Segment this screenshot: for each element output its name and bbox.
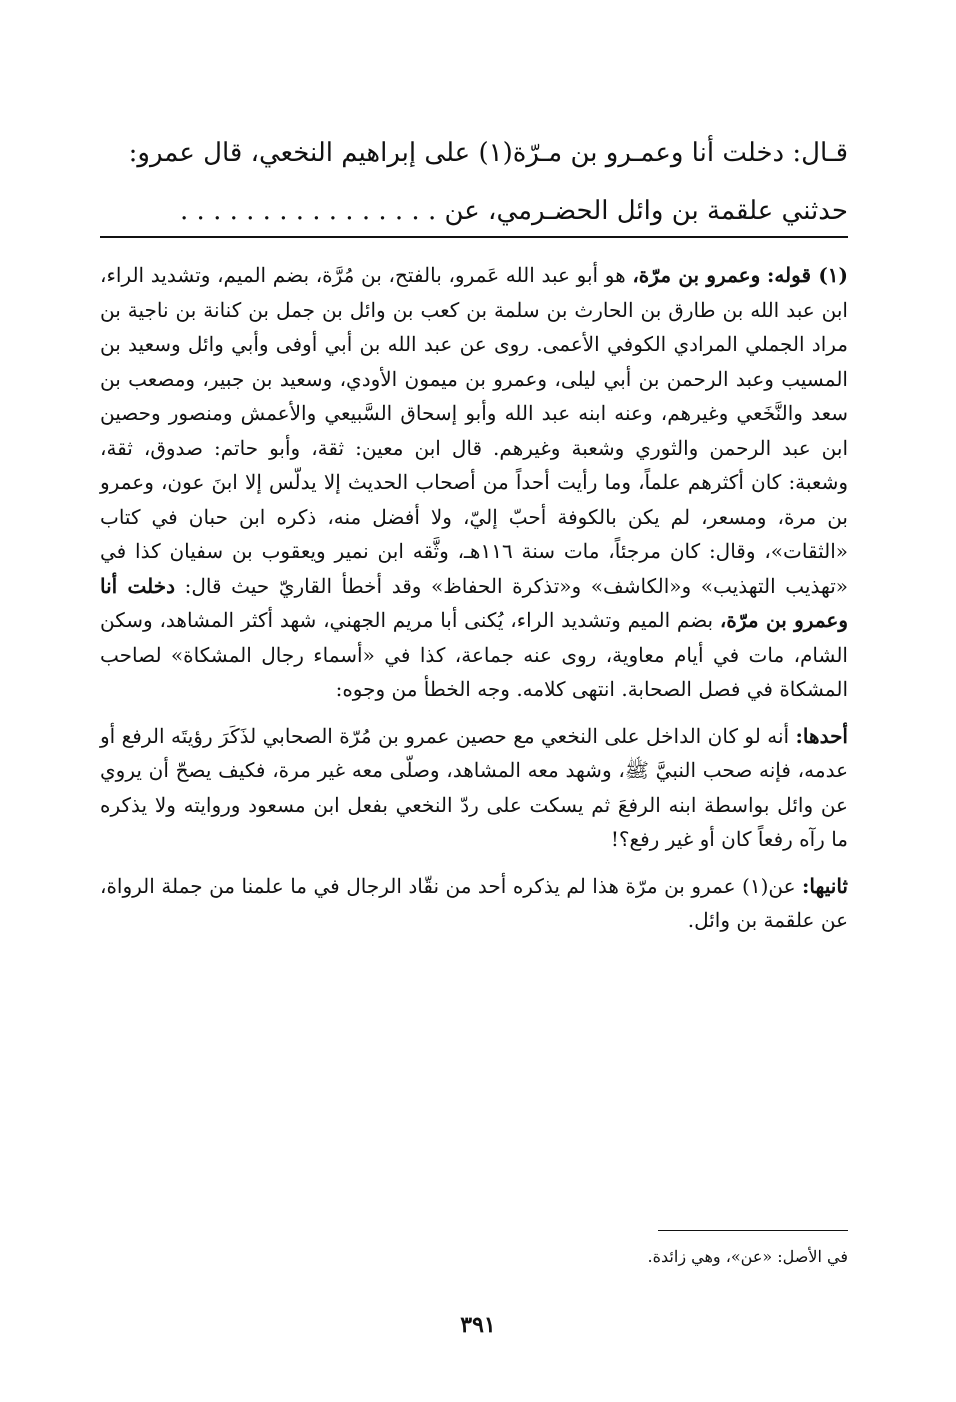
note-3-label: ثانيها:: [802, 873, 848, 898]
note-1-text-2: بضم الميم وتشديد الراء، يُكنى أبا مريم الجهني، شهد أكثر المشاهد، وسكن الشام، مات في أيام معاوية، روى عنه جماعة، كذا في «أسماء رجال المشكاة» لصاحب المشكاة في فصل الصحابة. انتهى كلامه. وجه الخطأ من وجوه:: [100, 608, 848, 701]
footnote-separator-bottom: [658, 1230, 848, 1231]
note-paragraph-3: [100, 869, 848, 938]
note-3-text: عن(١) عمرو بن مرّة هذا لم يذكره أحد من نقّاد الرجال في ما علمنا من جملة الرواة، عن علقمة بن وائل.: [100, 873, 848, 932]
footnote: في الأصل: «عن»، وهي زائدة.: [647, 1247, 848, 1266]
main-line-2: حدثني علقمة بن وائل الحضـرمي، عن . . . . . . . . . . . . . . . .: [180, 196, 848, 226]
note-2-text: أنه لو كان الداخل على النخعي مع حصين عمرو بن مُرّة الصحابي لذَكَرَ رؤيتَه الرفع أو عدمه، فإنه صحب النبيَّ ﷺ، وشهد معه المشاهد، وصلّى معه غير مرة، فكيف يصحّ أن يروي عن وائل بواسطة ابنه الرفعَ ثم يسكت على ردّ النخعي بفعل ابن مسعود وروايته ولا يذكره ما رآه رفعاً كان أو غير رفع؟!: [100, 723, 848, 851]
note-2-label: أحدها:: [795, 723, 848, 748]
note-1-label: (١) قوله:: [766, 263, 848, 287]
note-1-bold: وعمرو بن مرّة،: [632, 263, 761, 287]
footnote-separator-top: [100, 236, 848, 238]
main-line-1: قـال: دخلت أنا وعمـرو بن مـرّة(١) على إبراهيم النخعي، قال عمرو:: [128, 138, 848, 168]
note-paragraph-2: [100, 719, 848, 857]
commentary-notes: [100, 258, 848, 938]
note-1-text: هو أبو عبد الله عَمرو، بالفتح، بن مُرَّة، بضم الميم، وتشديد الراء، ابن عبد الله بن طارق بن الحارث بن سلمة بن كعب بن وائل بن جمل بن كنانة بن ناجية بن مراد الجملي المرادي الكوفي الأعمى. روى عن عبد الله بن أبي أوفى وأبي وائل وسعيد بن المسيب وعبد الرحمن بن أبي ليلى، وعمرو بن ميمون الأودي، وسعيد بن جبير، ومصعب بن سعد والنَّخَعي وغيرهم، وعنه ابنه عبد الله وأبو إسحاق السَّبيعي والأعمش ومنصور وحصين ابن عبد الرحمن والثوري وشعبة وغيرهم. قال ابن معين: ثقة، وأبو حاتم: صدوق، ثقة، وشعبة: كان أكثرهم علماً، وما رأيت أحداً من أصحاب الحديث إلا يدلّس إلا ابنَ عون، وعمرو بن مرة، ومسعر، لم يكن بالكوفة أحبّ إليّ، ولا أفضل منه، ذكره ابن حبان في كتاب «الثقات»، وقال: كان مرجئاً، مات سنة ١١٦هـ، وثَّقه ابن نمير ويعقوب بن سفيان كذا في «تهذيب التهذيب» و«الكاشف» و«تذكرة الحفاظ» وقد أخطأ القاريّ حيث قال:: [100, 263, 849, 598]
note-1-bold-2: دخلت أنا وعمرو بن مرّة،: [100, 573, 848, 632]
main-text: [100, 124, 848, 240]
page-number: ٣٩١: [460, 1312, 496, 1338]
note-paragraph-1: [100, 258, 848, 707]
